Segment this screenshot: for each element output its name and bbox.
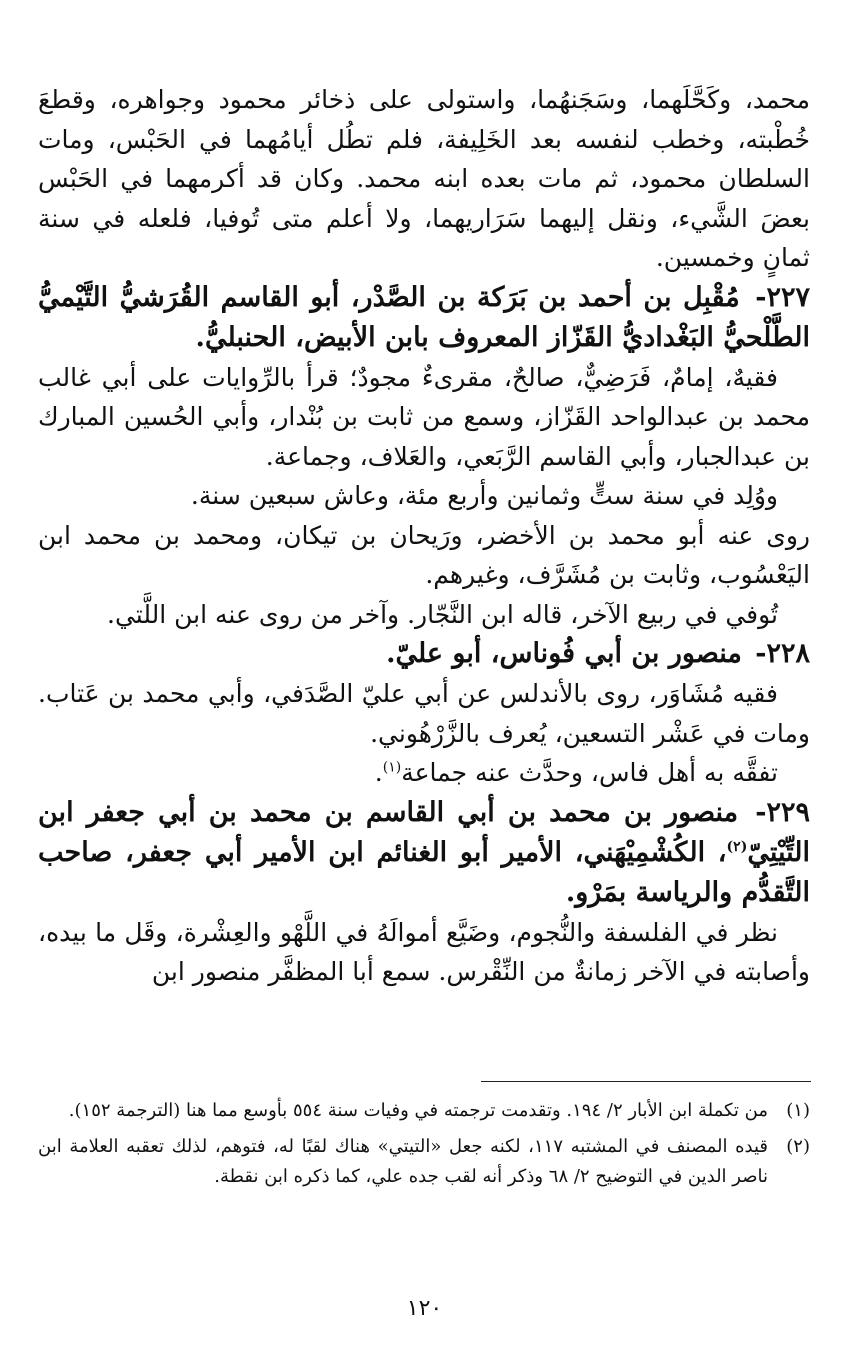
paragraph: تُوفي في ربيع الآخر، قاله ابن النَّجّار. وآخر من روى عنه ابن اللَّتي. — [107, 599, 778, 629]
footnote-ref: (١) — [382, 759, 402, 776]
entry-title: منصور بن أبي فُوناس، أبو عليّ. — [386, 638, 742, 669]
entry-heading-227 — [38, 278, 810, 358]
footnote-text: من تكملة ابن الأبار ٢/ ١٩٤. وتقدمت ترجمته في وفيات سنة ٥٥٤ بأوسع مما هنا (الترجمة ١٥٢). — [68, 1100, 768, 1121]
footnote — [38, 1096, 810, 1126]
entry-number: ٢٢٩- — [755, 796, 810, 828]
footnote-ref: (٢) — [726, 838, 748, 855]
footnote-mark: (١) — [786, 1100, 810, 1121]
footnotes — [38, 1096, 810, 1198]
entry-heading-228 — [38, 634, 810, 674]
entry-title: مُقْبِل بن أحمد بن بَرَكة بن الصَّدْر، أبو القاسم القُرَشيُّ التَّيْميُّ الطَّلْحيُّ البَغْداديُّ القَزّاز المعروف بابن الأبيض، الحنبليُّ. — [38, 281, 810, 353]
paragraph: ووُلِد في سنة ستٍّ وثمانين وأربع مئة، وعاش سبعين سنة. — [190, 481, 778, 510]
page-number: ١٢٠ — [406, 1296, 443, 1321]
paragraph: فقيه مُشَاوَر، روى بالأندلس عن أبي عليّ الصَّدَفي، وأبي محمد بن عَتاب. ومات في عَشْر التسعين، يُعرف بالزَّرْهُوني. — [38, 679, 810, 748]
main-text — [38, 80, 810, 992]
paragraph-continuation: محمد، وكَحَّلَهما، وسَجَنهُما، واستولى على ذخائر محمود وجواهره، وقطعَ خُطْبته، وخطب لنفسه بعد الخَلِيفة، فلم تطُل أيامُهما في الحَبْس، ومات السلطان محمود، ثم مات بعده ابنه محمد. وكان قد أكرمهما في الحَبْس بعضَ الشَّيء، ونقل إليهما سَرَاريهما، ولا أعلم متى تُوفيا، فلعله في سنة ثمانٍ وخمسين. — [38, 85, 810, 272]
footnote — [38, 1132, 810, 1192]
entry-number: ٢٢٨- — [755, 638, 810, 669]
footnote-divider — [481, 1081, 811, 1082]
entry-title: منصور بن محمد بن أبي القاسم بن محمد بن أبي جعفر ابن التِّيْتِيّ — [38, 796, 810, 868]
footnote-mark: (٢) — [786, 1136, 810, 1157]
paragraph: نظر في الفلسفة والنُّجوم، وضَيَّع أموالَهُ في اللَّهْو والعِشْرة، وقَل ما بيده، وأصابته في الآخر زمانةٌ من النِّقْرس. سمع أبا المظفَّر منصور ابن — [38, 917, 810, 986]
entry-heading-229: ٢٢٩- منصور بن محمد بن أبي القاسم بن محمد بن أبي جعفر ابن التِّيْتِيّ$^{(٢)}$، الكُشْمِيْهَني، الأمير أبو الغنائم ابن الأمير أبي جعفر، صاحب التَّقدُّم والرياسة بمَرْو. — [38, 796, 810, 908]
paragraph: روى عنه أبو محمد بن الأخضر، ورَيحان بن تيكان، ومحمد بن محمد ابن اليَعْسُوب، وثابت بن مُشَرَّف، وغيرهم. — [38, 520, 810, 589]
paragraph: تفقَّه به أهل فاس، وحدَّث عنه جماعة$^{(١)}$. — [374, 758, 778, 787]
footnote-text: قيده المصنف في المشتبه ١١٧، لكنه جعل «التيتي» هناك لقبًا له، فتوهم، لذلك تعقبه العلامة ابن ناصر الدين في التوضيح ٢/ ٦٨ وذكر أنه لقب جده علي، كما ذكره ابن نقطة. — [38, 1136, 768, 1187]
paragraph: فقيهٌ، إمامٌ، فَرَضِيٌّ، صالحٌ، مقرىءٌ مجودٌ؛ قرأ بالرِّوايات على أبي غالب محمد بن عبدالواحد القَزّاز، وسمع من ثابت بن بُنْدار، وأبي الحُسين المبارك بن عبدالجبار، وأبي القاسم الرَّبَعي، والعَلاف، وجماعة. — [38, 362, 810, 471]
entry-number: ٢٢٧- — [755, 281, 810, 313]
